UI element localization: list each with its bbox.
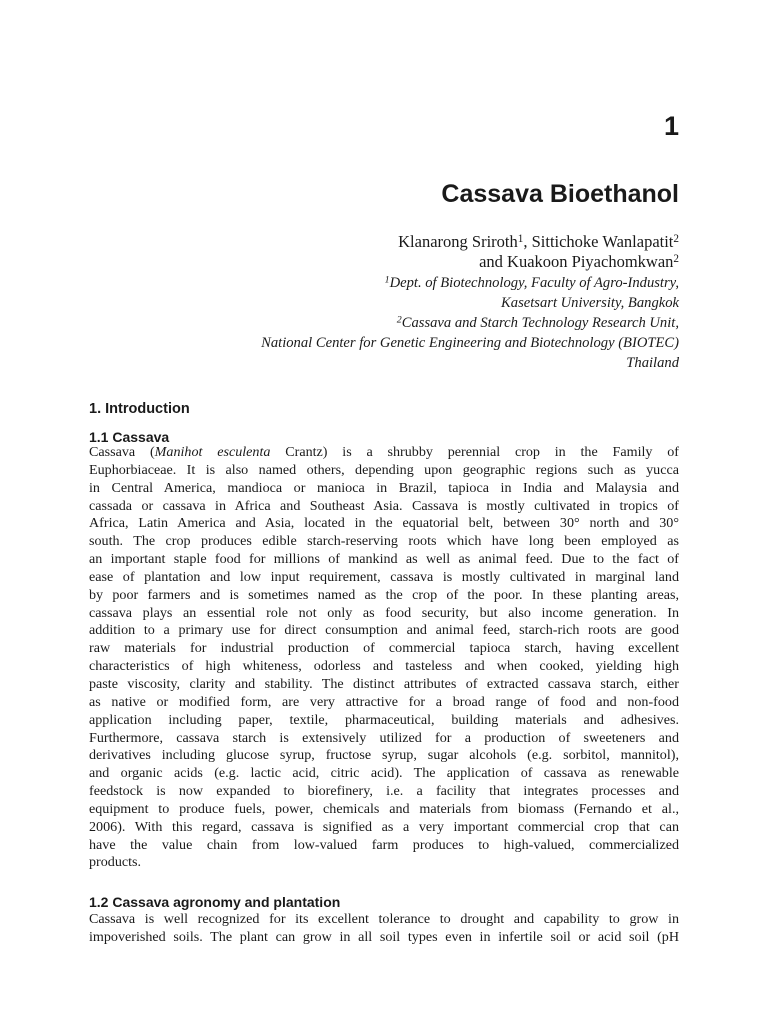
paragraph-line: raw materials for industrial production of commercial tapioca starch, having excellent <box>89 640 679 657</box>
paragraph-line: application including paper, textile, pharmaceutical, building materials and adhesives. <box>89 711 679 728</box>
paragraph-line: Euphorbiaceae. It is also named others, depending upon geographic regions such as yucca <box>89 461 679 478</box>
paragraph-agronomy <box>89 911 679 947</box>
affiliations <box>261 273 679 373</box>
chapter-number: 1 <box>663 111 679 141</box>
paragraph-line: Furthermore, cassava starch is extensively utilized for a production of sweeteners and <box>89 729 679 746</box>
affiliation-1-line-1 <box>261 273 679 293</box>
paragraph-line: south. The crop produces edible starch-reserving roots which have long been employed as <box>89 533 679 550</box>
affiliation-text: Cassava and Starch Technology Research Unit, <box>401 315 679 331</box>
affiliation-marker: 2 <box>673 232 679 245</box>
text-run: Crantz) is a shrubby perennial crop in the Family of <box>270 444 679 460</box>
author-list <box>398 232 679 272</box>
author-name: Klanarong Sriroth <box>398 232 518 251</box>
paragraph-cassava <box>89 444 679 872</box>
paragraph-line: equipment to produce fuels, power, chemicals and materials from biomass (Fernando et al., <box>89 800 679 817</box>
author-name: , Sittichoke Wanlapatit <box>523 232 674 251</box>
paragraph-line: in Central America, mandioca or manioca in Brazil, tapioca in India and Malaysia and <box>89 479 679 496</box>
paragraph-line: Africa, Latin America and Asia, located in the equatorial belt, between 30° north and 30° <box>89 515 679 532</box>
affiliation-marker: 1 <box>384 274 390 286</box>
paragraph-line: 2006). With this regard, cassava is signified as a very important commercial crop that can <box>89 818 679 835</box>
subsection-heading-cassava: 1.1 Cassava <box>89 429 170 445</box>
paragraph-line: products. <box>89 854 142 871</box>
paragraph-line: and organic acids (e.g. lactic acid, citric acid). The application of cassava as renewable <box>89 765 679 782</box>
affiliation-marker: 2 <box>396 314 402 326</box>
affiliation-1-line-2: Kasetsart University, Bangkok <box>501 295 679 311</box>
species-name: Manihot esculenta <box>154 444 271 460</box>
paragraph-line: by poor farmers and is sometimes named as the crop of the poor. In these planting areas, <box>89 586 679 603</box>
paper-page <box>89 0 679 1024</box>
paragraph-line: an important staple food for millions of mankind as well as animal feed. Due to the fact of <box>89 551 679 568</box>
chapter-title: Cassava Bioethanol <box>441 180 679 208</box>
affiliation-marker: 1 <box>517 232 524 245</box>
affiliation-2-line-3: Thailand <box>626 355 679 371</box>
paragraph-line: derivatives including glucose syrup, fructose syrup, sugar alcohols (e.g. sorbitol, mannitol), <box>89 747 679 764</box>
paragraph-line: characteristics of high whiteness, odorless and tasteless and when cooked, yielding high <box>89 658 679 675</box>
paragraph-line: addition to a primary use for direct consumption and animal feed, starch-rich roots are good <box>89 622 679 639</box>
paragraph-line <box>89 444 679 462</box>
paragraph-line: ease of plantation and low input requirement, cassava is mostly cultivated in marginal land <box>89 568 679 585</box>
paragraph-line: impoverished soils. The plant can grow in all soil types even in infertile soil or acid soil (pH <box>89 928 679 945</box>
paragraph-line: paste viscosity, clarity and stability. The distinct attributes of extracted cassava starch, either <box>89 675 679 692</box>
affiliation-text: Dept. of Biotechnology, Faculty of Agro-Industry, <box>389 275 679 291</box>
paragraph-line: cassava plays an essential role not only as food security, but also income generation. In <box>89 604 679 621</box>
subsection-heading-agronomy: 1.2 Cassava agronomy and plantation <box>89 894 341 910</box>
author-name: and Kuakoon Piyachomkwan <box>479 252 674 271</box>
affiliation-2-line-2: National Center for Genetic Engineering and Biotechnology (BIOTEC) <box>261 335 679 351</box>
section-heading-introduction: 1. Introduction <box>89 401 190 417</box>
affiliation-2-line-1 <box>261 313 679 333</box>
text-run: Cassava ( <box>89 444 155 460</box>
author-line-1 <box>398 232 679 252</box>
paragraph-line: feedstock is now expanded to biorefinery, i.e. a facility that integrates processes and <box>89 783 679 800</box>
paragraph-line: have the value chain from low-valued farm produces to high-valued, commercialized <box>89 836 679 853</box>
paragraph-line: as native or modified form, are very attractive for a broad range of food and non-food <box>89 693 679 710</box>
paragraph-line: Cassava is well recognized for its excellent tolerance to drought and capability to grow in <box>89 911 679 927</box>
affiliation-marker: 2 <box>673 252 679 265</box>
author-line-2 <box>398 252 679 272</box>
paragraph-line: cassada or cassava in Africa and Southeast Asia. Cassava is mostly cultivated in tropics of <box>89 497 679 514</box>
